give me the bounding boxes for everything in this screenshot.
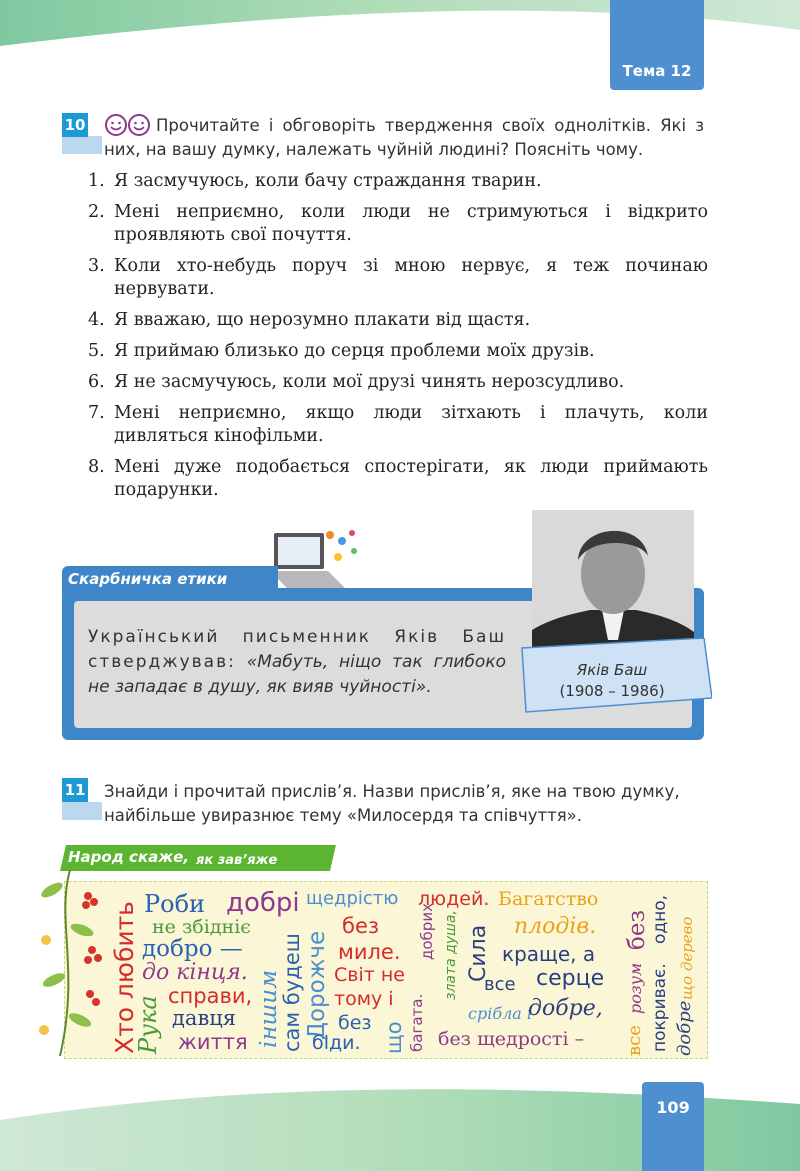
proverb-word: плодів. bbox=[514, 914, 597, 939]
quote-intro: Український письменник Яків Баш стверджував: bbox=[88, 627, 506, 672]
item-number: 3. bbox=[88, 256, 105, 276]
proverb-word: миле. bbox=[338, 940, 401, 964]
task-11-number: 11 bbox=[62, 778, 88, 802]
proverb-word: без bbox=[342, 914, 380, 938]
task-11-badge-shadow bbox=[62, 802, 102, 820]
portrait-image bbox=[532, 510, 694, 652]
banner-text-2: як зав’яже bbox=[196, 853, 278, 868]
proverb-word: Хто любить bbox=[110, 901, 139, 1054]
task-10-badge-shadow bbox=[62, 136, 102, 154]
proverb-word: розум bbox=[626, 962, 645, 1014]
ethics-quote bbox=[88, 625, 506, 700]
proverb-banner-text bbox=[60, 845, 336, 871]
proverb-word: добре, bbox=[528, 996, 603, 1021]
proverb-word: добрих bbox=[418, 903, 436, 960]
banner-text-1: Народ скаже, bbox=[68, 848, 190, 866]
proverb-word: щедрістю bbox=[306, 888, 399, 909]
proverb-word: багата. bbox=[408, 993, 426, 1052]
item-text: Коли хто-небудь поруч зі мною нервує, я теж починаю нервувати. bbox=[114, 256, 708, 299]
proverb-word: злата душа, bbox=[443, 910, 459, 1000]
task-10-number: 10 bbox=[62, 113, 88, 137]
list-item bbox=[88, 170, 708, 193]
proverb-word: біди. bbox=[312, 1032, 361, 1054]
list-item bbox=[88, 402, 708, 448]
proverb-word: срібла і bbox=[468, 1004, 533, 1023]
proverb-word: Дорожче bbox=[304, 930, 330, 1040]
proverb-word: Рука bbox=[134, 995, 162, 1054]
task-11-instruction: Знайди і прочитай прислів’я. Назви прислів’я, яке на твою думку, найбільше увиразнює тему «Милосердя та співчуття». bbox=[104, 782, 680, 825]
proverb-word: життя bbox=[178, 1030, 248, 1054]
proverb-word: все bbox=[484, 974, 516, 995]
proverb-word: добре bbox=[674, 1000, 695, 1056]
portrait-caption bbox=[512, 660, 712, 702]
proverb-word: краще, а bbox=[502, 942, 596, 966]
proverb-word: Світ не bbox=[334, 964, 405, 986]
caption-name: Яків Баш bbox=[576, 661, 648, 679]
viburnum-ornament bbox=[30, 870, 114, 1056]
proverb-word: покриває. bbox=[650, 963, 670, 1052]
item-number: 5. bbox=[88, 341, 105, 361]
item-text: Мені дуже подобається спостерігати, як люди приймають подарунки. bbox=[114, 457, 708, 500]
proverb-word: добро — bbox=[142, 936, 243, 962]
item-text: Мені неприємно, коли люди не стримуються і відкрито проявляють свої почуття. bbox=[114, 202, 708, 245]
proverb-word: справи, bbox=[168, 984, 253, 1008]
caption-years: (1908 – 1986) bbox=[559, 682, 665, 700]
list-item bbox=[88, 309, 708, 332]
item-number: 4. bbox=[88, 310, 105, 330]
item-text: Я приймаю близько до серця проблеми моїх друзів. bbox=[114, 341, 595, 361]
proverb-word: без bbox=[624, 909, 650, 950]
statements-list bbox=[88, 170, 708, 510]
proverb-word: Роби bbox=[144, 890, 206, 918]
item-text: Я не засмучуюсь, коли мої друзі чинять нерозсудливо. bbox=[114, 372, 625, 392]
proverb-word: іншим bbox=[256, 969, 282, 1048]
item-number: 7. bbox=[88, 403, 105, 423]
list-item bbox=[88, 456, 708, 502]
item-text: Я засмучуюсь, коли бачу страждання тварин. bbox=[114, 171, 542, 191]
page-number-tab bbox=[642, 1082, 704, 1171]
topic-label: Тема 12 bbox=[622, 62, 692, 80]
proverb-word: що bbox=[382, 1021, 406, 1054]
laptop-icon bbox=[268, 527, 364, 597]
page-number: 109 bbox=[656, 1098, 690, 1117]
proverb-word: що дерево bbox=[678, 916, 696, 1000]
task-10-instruction: Прочитайте і обговоріть твердження своїх однолітків. Які з них, на вашу думку, належать чуйній людині? Поясніть чому. bbox=[104, 116, 704, 159]
proverb-word: Багатство bbox=[498, 888, 599, 910]
proverb-word: без bbox=[338, 1012, 372, 1034]
item-number: 2. bbox=[88, 202, 105, 222]
proverb-word: добрі bbox=[226, 888, 300, 918]
list-item bbox=[88, 255, 708, 301]
proverb-word: не збідніє bbox=[152, 916, 251, 938]
proverb-word: Сила bbox=[466, 924, 491, 982]
item-number: 8. bbox=[88, 457, 105, 477]
topic-tab bbox=[610, 0, 704, 90]
item-number: 1. bbox=[88, 171, 105, 191]
proverb-word: давця bbox=[172, 1006, 237, 1030]
list-item bbox=[88, 371, 708, 394]
item-number: 6. bbox=[88, 372, 105, 392]
list-item bbox=[88, 201, 708, 247]
proverb-word: одно, bbox=[650, 894, 670, 944]
proverb-word: без щедрості – bbox=[438, 1028, 585, 1050]
proverb-word: людей. bbox=[418, 888, 490, 910]
quote-text: «Мабуть, ніщо так глибоко не западає в душу, як вияв чуйності». bbox=[88, 652, 506, 697]
item-text: Я вважаю, що нерозумно плакати від щастя. bbox=[114, 310, 531, 330]
proverb-word: сам будеш bbox=[280, 933, 304, 1052]
proverb-word: все bbox=[624, 1025, 645, 1056]
item-text: Мені неприємно, якщо люди зітхають і плачуть, коли дивляться кінофільми. bbox=[114, 403, 708, 446]
list-item bbox=[88, 340, 708, 363]
proverb-word: до кінця. bbox=[142, 960, 248, 985]
ethics-box-title: Скарбничка етики bbox=[62, 566, 278, 592]
proverb-word: серце bbox=[536, 966, 605, 991]
proverb-word: тому і bbox=[334, 988, 394, 1010]
